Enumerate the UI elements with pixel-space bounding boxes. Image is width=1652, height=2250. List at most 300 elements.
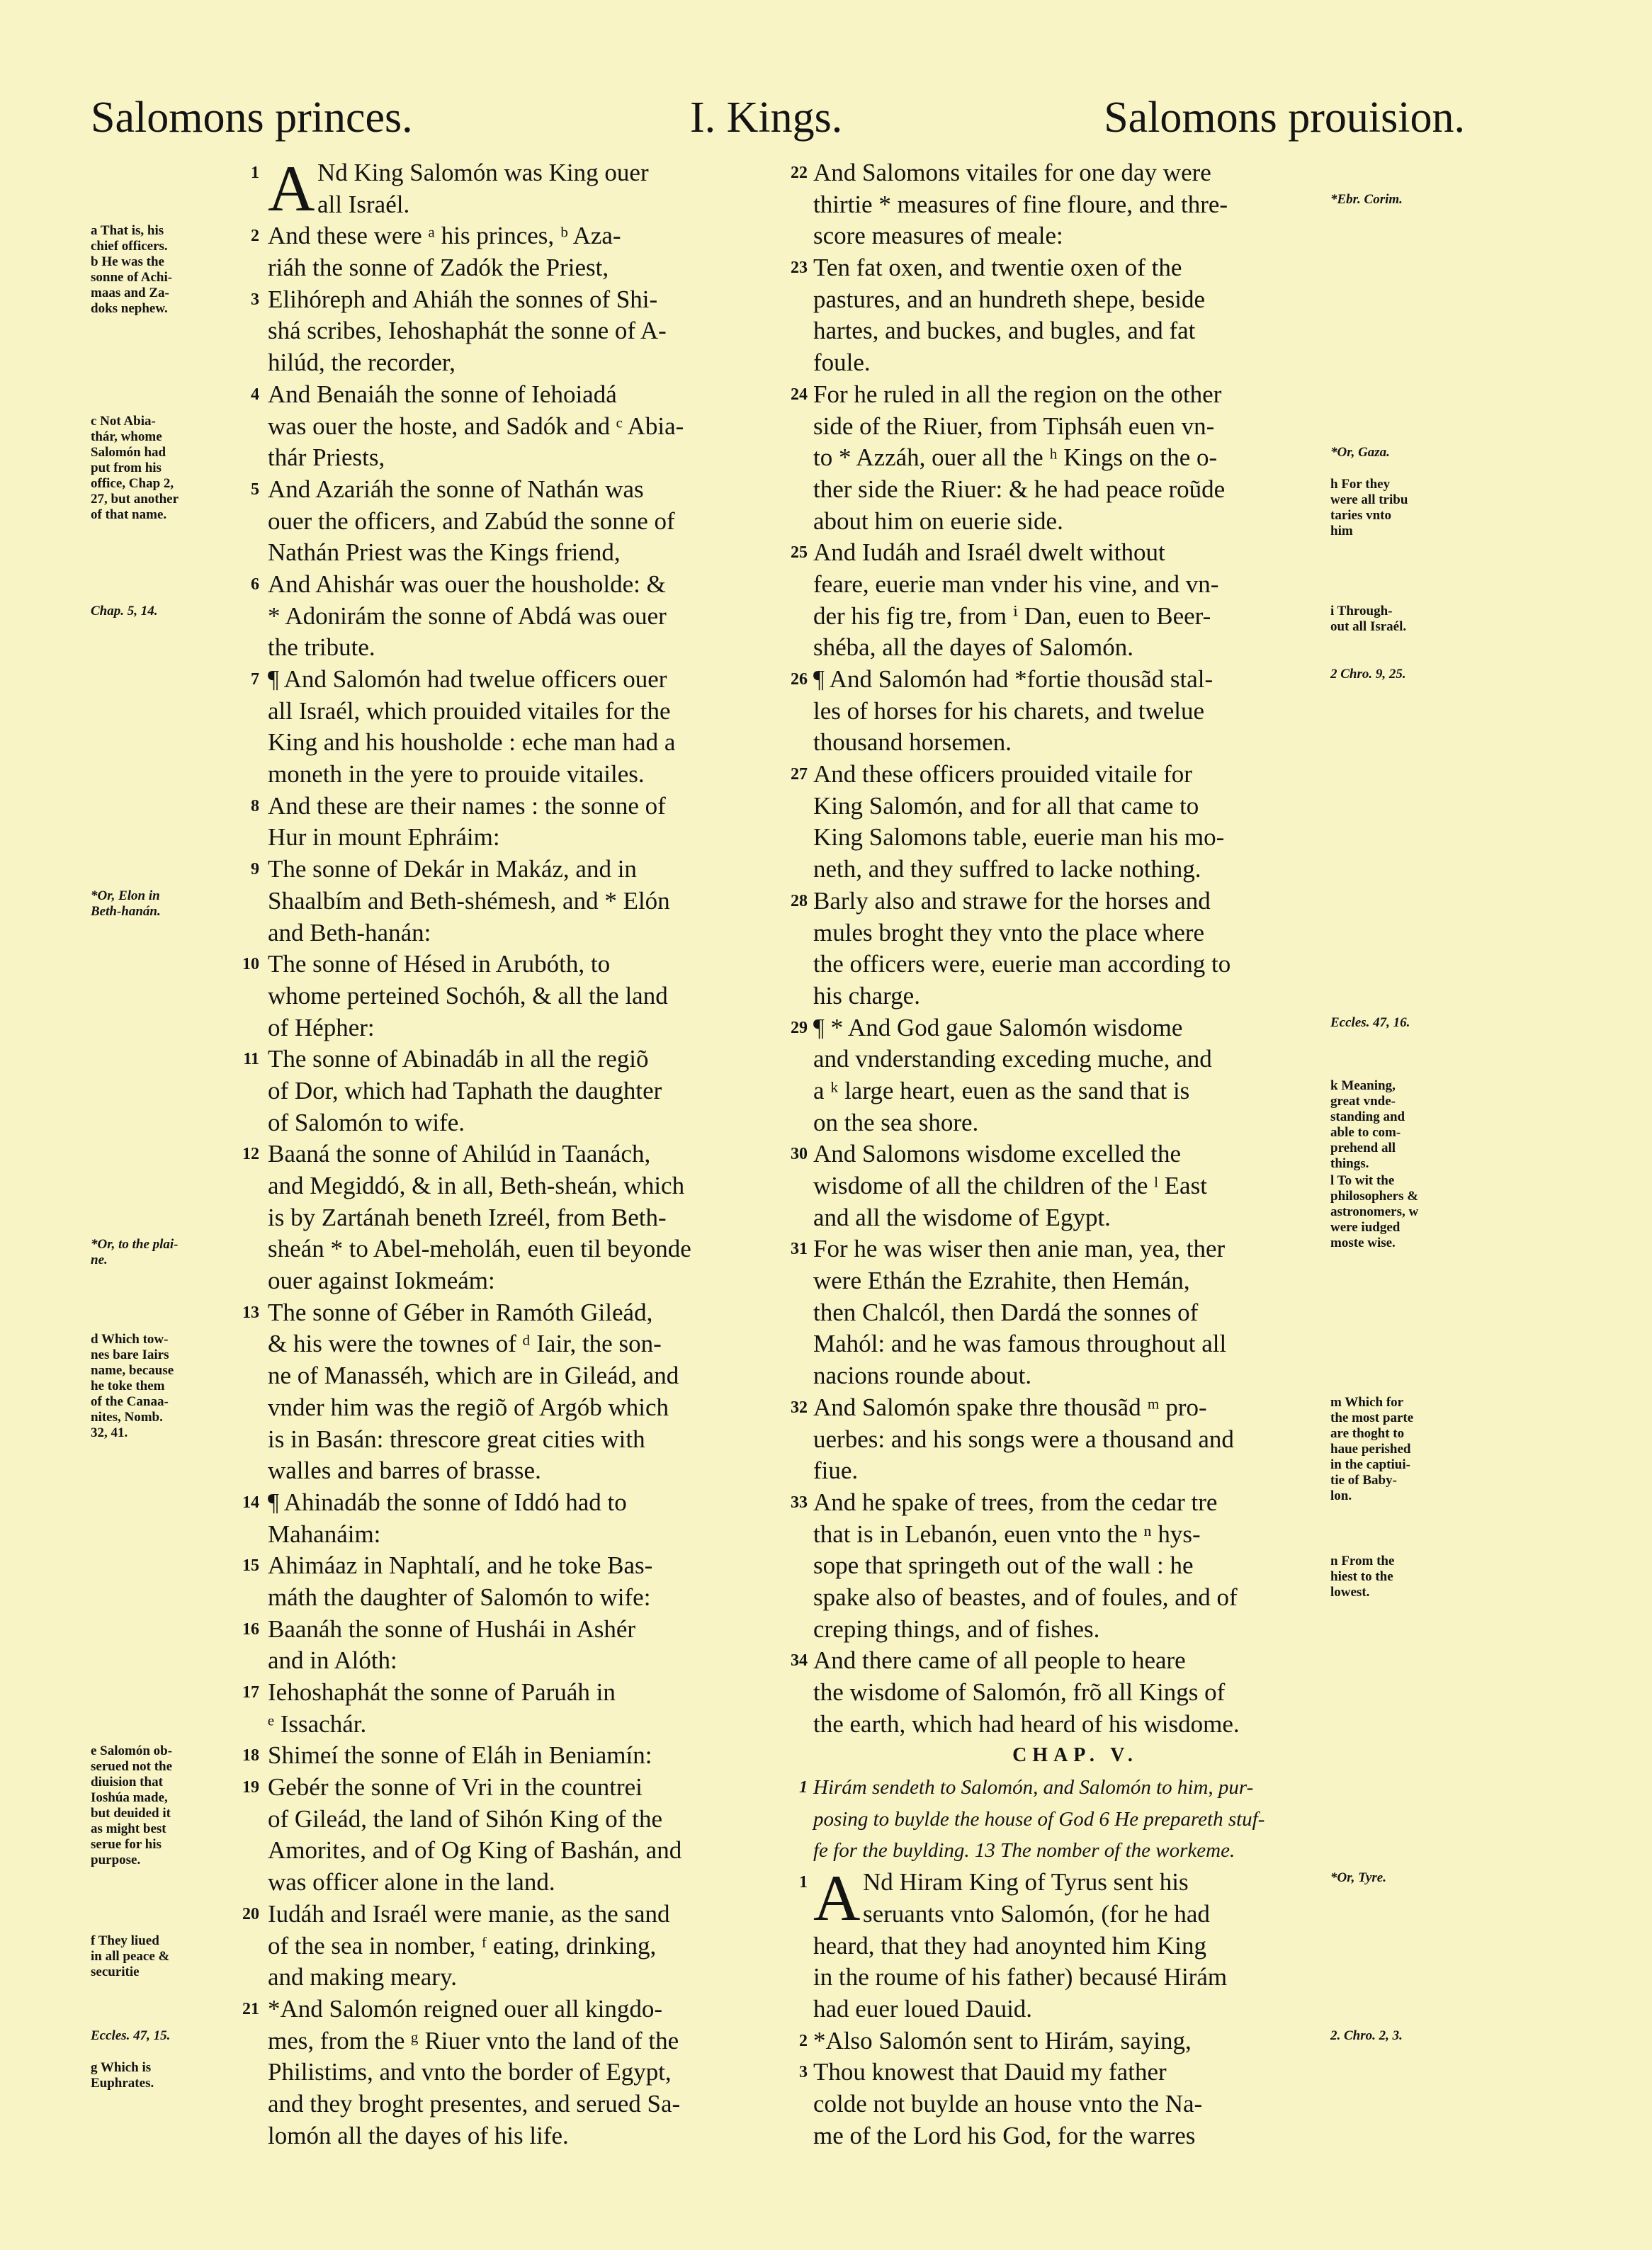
margin-note <box>1330 445 1465 460</box>
text-line <box>268 1835 793 1867</box>
margin-note-line: purpose. <box>91 1853 141 1867</box>
line-text: * Adonirám the sonne of Abdá was ouer <box>268 601 667 630</box>
line-text: then Chalcól, then Dardá the sonnes of <box>813 1298 1199 1326</box>
line-text: And he spake of trees, from the cedar tre <box>813 1488 1218 1516</box>
verse-number: 21 <box>242 1999 259 2018</box>
text-line <box>813 917 1337 949</box>
verse-number: 25 <box>791 543 808 562</box>
line-text: Ahimáaz in Naphtalí, and he toke Bas- <box>268 1551 653 1580</box>
text-line <box>813 632 1337 664</box>
margin-note-line: 2 Chro. 9, 25. <box>1330 667 1406 682</box>
margin-note-line: as might best <box>91 1821 166 1836</box>
text-line <box>268 822 793 854</box>
text-line <box>268 1233 793 1265</box>
text-line <box>268 1519 793 1551</box>
text-line <box>813 980 1337 1012</box>
verse-number: 33 <box>791 1493 808 1512</box>
text-line <box>813 2120 1337 2152</box>
margin-note <box>91 604 225 619</box>
margin-note-line: *Or, Tyre. <box>1330 1870 1386 1885</box>
line-text: ne of Manasséh, which are in Gileád, and <box>268 1362 679 1390</box>
line-text: And Ahishár was ouer the housholde: & <box>268 570 666 598</box>
line-text: hartes, and buckes, and bugles, and fat <box>813 317 1196 345</box>
line-text: Shaalbím and Beth-shémesh, and * Elón <box>268 886 670 915</box>
text-line <box>813 696 1337 728</box>
verse-number: 27 <box>791 765 808 784</box>
text-line <box>813 1677 1337 1709</box>
line-text: And there came of all people to heare <box>813 1646 1186 1675</box>
text-line <box>268 506 793 538</box>
line-text: *Also Salomón sent to Hirám, saying, <box>813 2026 1192 2054</box>
text-line <box>268 1962 793 1994</box>
text-line <box>268 1170 793 1202</box>
margin-note-line: ne. <box>91 1252 108 1267</box>
margin-note-line: out all Israél. <box>1330 618 1407 634</box>
text-line <box>268 2057 793 2088</box>
text-line <box>242 1740 793 1772</box>
margin-note-line: astronomers, w <box>1330 1204 1419 1220</box>
margin-note-line: a That is, his <box>91 223 164 239</box>
line-text: feare, euerie man vnder his vine, and vn- <box>813 570 1219 598</box>
line-text: score measures of meale: <box>813 222 1063 250</box>
line-text: the tribute. <box>268 633 375 662</box>
line-text: And Salomón spake thre thousãd ᵐ pro- <box>813 1393 1207 1421</box>
verse-number: 6 <box>251 575 259 594</box>
margin-note-line: lowest. <box>1330 1584 1370 1600</box>
text-line <box>243 1044 793 1075</box>
margin-note <box>1330 1015 1465 1031</box>
text-line <box>268 1328 793 1360</box>
text-line <box>268 1455 793 1487</box>
line-text: and in Alóth: <box>268 1646 397 1675</box>
margin-note <box>1330 667 1465 682</box>
text-line <box>242 1138 793 1170</box>
line-text: thár Priests, <box>268 443 385 472</box>
text-line <box>242 1772 793 1804</box>
line-text: wisdome of all the children of the ˡ East <box>813 1172 1207 1199</box>
line-text: ¶ * And God gaue Salomón wisdome <box>813 1013 1183 1041</box>
line-text: Baanáh the sonne of Hushái in Ashér <box>268 1615 636 1643</box>
margin-note-line: nites, Nomb. <box>91 1409 163 1425</box>
line-text: Gebér the sonne of Vri in the countrei <box>268 1773 643 1802</box>
margin-note-line: 32, 41. <box>91 1425 128 1440</box>
text-line <box>791 886 1337 917</box>
margin-note-line: i Through- <box>1330 603 1393 618</box>
text-line <box>242 1297 793 1329</box>
text-line <box>268 886 793 917</box>
margin-note <box>1330 1395 1465 1504</box>
margin-note <box>91 1743 225 1868</box>
line-text: The sonne of Géber in Ramóth Gileád, <box>268 1298 653 1326</box>
margin-note <box>1330 604 1465 635</box>
verse-number: 23 <box>791 259 808 278</box>
text-line <box>251 664 793 696</box>
line-text: For he was wiser then anie man, yea, ther <box>813 1235 1226 1263</box>
text-line <box>813 569 1337 601</box>
line-text: sope that springeth out of the wall : he <box>813 1551 1194 1580</box>
line-text: Amorites, and of Og King of Bashán, and <box>268 1836 682 1865</box>
text-line <box>791 1392 1337 1424</box>
line-text: thirtie * measures of fine floure, and thre- <box>813 190 1228 218</box>
line-text: and Beth-hanán: <box>268 918 431 946</box>
line-text: the wisdome of Salomón, frõ all Kings of <box>813 1678 1226 1706</box>
line-text: the officers were, euerie man according to <box>813 950 1231 978</box>
margin-note-line: but deuided it <box>91 1806 171 1821</box>
text-line <box>813 1709 1337 1741</box>
line-text: ¶ Ahinadáb the sonne of Iddó had to <box>268 1488 627 1516</box>
text-line <box>268 1424 793 1456</box>
margin-note-line: the most parte <box>1330 1411 1414 1426</box>
text-line <box>791 252 1337 284</box>
text-line <box>813 1075 1337 1107</box>
margin-note-line: of the Canaa- <box>91 1393 169 1409</box>
margin-note-line: k Meaning, <box>1330 1078 1396 1094</box>
chapter-summary: posing to buylde the house of God 6 He prepareth stuf- <box>813 1807 1265 1831</box>
verse-number: 5 <box>251 480 259 499</box>
margin-note-line: lon. <box>1330 1488 1352 1504</box>
line-text: was ouer the hoste, and Sadók and ᶜ Abia- <box>268 412 684 440</box>
line-text: shá scribes, Iehoshaphát the sonne of A- <box>268 317 667 345</box>
margin-note <box>91 1933 225 1980</box>
margin-note-line: m Which for <box>1330 1395 1404 1411</box>
text-line <box>242 1899 793 1930</box>
line-text: & his were the townes of ᵈ Iair, the son- <box>268 1330 662 1358</box>
line-text: der his fig tre, from ⁱ Dan, euen to Beer- <box>813 601 1211 630</box>
text-line <box>813 474 1337 506</box>
text-line <box>813 727 1337 759</box>
text-line <box>791 1012 1337 1044</box>
margin-note <box>91 2060 225 2091</box>
margin-note-line: standing and <box>1330 1109 1405 1125</box>
line-text: was officer alone in the land. <box>268 1868 555 1896</box>
drop-cap: A <box>813 1862 861 1935</box>
text-line <box>813 1582 1337 1614</box>
text-line <box>813 1328 1337 1360</box>
margin-note-line: l To wit the <box>1330 1173 1395 1189</box>
left-text-column <box>242 152 793 2152</box>
line-text: Barly also and strawe for the horses and <box>813 886 1211 915</box>
text-line <box>813 1614 1337 1646</box>
margin-note-line: *Or, to the plai- <box>91 1236 179 1252</box>
line-text: Shimeí the sonne of Eláh in Beniamín: <box>268 1741 652 1770</box>
line-text: Iehoshaphát the sonne of Paruáh in <box>268 1678 616 1706</box>
line-text: Thou knowest that Dauid my father <box>813 2058 1167 2086</box>
line-text: uerbes: and his songs were a thousand and <box>813 1425 1234 1453</box>
text-line <box>268 2120 793 2152</box>
line-text: walles and barres of brasse. <box>268 1457 541 1485</box>
text-line <box>813 347 1337 379</box>
line-text: vnder him was the regiõ of Argób which <box>268 1393 669 1421</box>
line-text: King and his housholde : eche man had a <box>268 728 676 757</box>
text-line <box>268 1265 793 1297</box>
line-text: of Salomón to wife. <box>268 1108 465 1136</box>
verse-number: 19 <box>242 1778 259 1797</box>
line-text: whome perteined Sochóh, & all the land <box>268 981 668 1010</box>
line-text: colde not buylde an house vnto the Na- <box>813 2089 1203 2118</box>
text-line <box>268 1012 793 1044</box>
header-right: Salomons prouision. <box>1104 94 1465 142</box>
verse-number: 12 <box>242 1145 259 1164</box>
text-line <box>791 537 1337 569</box>
line-text: his charge. <box>813 981 920 1010</box>
line-text: fiue. <box>813 1457 859 1485</box>
line-text: of Dor, which had Taphath the daughter <box>268 1076 662 1104</box>
line-text: seruants vnto Salomón, (for he had <box>863 1899 1210 1928</box>
text-line <box>268 980 793 1012</box>
text-line <box>813 2088 1337 2120</box>
text-line <box>813 1455 1337 1487</box>
text-line <box>268 1930 793 1962</box>
text-line <box>813 1740 1337 1772</box>
margin-note-line: 2. Chro. 2, 3. <box>1330 2028 1403 2044</box>
verse-number: 15 <box>242 1556 259 1576</box>
text-line <box>791 1645 1337 1677</box>
line-text: the earth, which had heard of his wisdome. <box>813 1709 1240 1738</box>
verse-number: 18 <box>242 1746 259 1765</box>
margin-note-line: were iudged <box>1330 1220 1401 1236</box>
text-line <box>813 1170 1337 1202</box>
line-text: ¶ And Salomón had twelue officers ouer <box>268 665 667 693</box>
text-line <box>242 949 793 980</box>
line-text: Iudáh and Israél were manie, as the sand <box>268 1899 670 1928</box>
margin-note-line: *Or, Gaza. <box>1330 445 1390 460</box>
line-text: nacions rounde about. <box>813 1362 1032 1390</box>
line-text: foule. <box>813 349 871 377</box>
line-text: And Salomons vitailes for one day were <box>813 159 1211 186</box>
margin-note-line: Ioshúa made, <box>91 1790 168 1805</box>
line-text: Ten fat oxen, and twentie oxen of the <box>813 254 1182 282</box>
line-text: on the sea shore. <box>813 1108 979 1136</box>
text-line <box>268 1867 793 1899</box>
margin-note-line: h For they <box>1330 477 1391 492</box>
margin-note-line: are thoght to <box>1330 1426 1405 1442</box>
margin-note <box>1330 1554 1465 1600</box>
text-line <box>813 442 1337 474</box>
text-line <box>813 601 1337 633</box>
margin-note <box>1330 1870 1465 1886</box>
margin-note-line: Euphrates. <box>91 2076 154 2091</box>
margin-note-line: f They liued <box>91 1933 159 1949</box>
line-text: sheán * to Abel-meholáh, euen til beyonde <box>268 1235 691 1263</box>
line-text: a ᵏ large heart, euen as the sand that is <box>813 1076 1190 1104</box>
text-line <box>268 347 793 379</box>
margin-note-line: Chap. 5, 14. <box>91 603 158 618</box>
line-text: pastures, and an hundreth shepe, beside <box>813 285 1206 313</box>
text-line <box>813 1550 1337 1582</box>
text-line <box>791 1233 1337 1265</box>
margin-note-line: diuision that <box>91 1775 163 1790</box>
line-text: mules broght they vnto the place where <box>813 918 1205 946</box>
verse-number: 16 <box>242 1619 259 1639</box>
text-line <box>813 1835 1337 1867</box>
verse-number: 26 <box>791 670 808 689</box>
text-line <box>813 284 1337 316</box>
line-text: Nathán Priest was the Kings friend, <box>268 538 621 567</box>
margin-note-line: Salomón had <box>91 444 166 460</box>
text-line <box>813 1930 1337 1962</box>
verse-number: 10 <box>242 955 259 974</box>
running-header <box>91 84 1465 152</box>
text-line <box>242 1550 793 1582</box>
text-line <box>268 917 793 949</box>
text-line <box>813 1899 1337 1930</box>
text-line <box>813 189 1337 221</box>
text-line <box>799 2025 1337 2057</box>
text-line <box>813 791 1337 822</box>
chapter-summary: fe for the buylding. 13 The nomber of the workeme. <box>813 1839 1235 1862</box>
line-text: ouer against Iokmeám: <box>268 1267 495 1295</box>
margin-note-line: *Ebr. Corim. <box>1330 191 1403 207</box>
text-line <box>791 1138 1337 1170</box>
margin-note-line: securitie <box>91 1964 140 1980</box>
line-text: is in Basán: threscore great cities with <box>268 1425 645 1453</box>
verse-number: 29 <box>791 1018 808 1037</box>
text-line <box>268 1582 793 1614</box>
line-text: of the sea in nomber, ᶠ eating, drinking, <box>268 1931 657 1960</box>
verse-number: 1 <box>799 1873 808 1892</box>
margin-note-line: haue perished <box>1330 1442 1411 1457</box>
line-text: and they broght presentes, and serued Sa- <box>268 2089 681 2118</box>
margin-note-line: taries vnto <box>1330 508 1392 523</box>
text-line <box>813 315 1337 347</box>
margin-note-line: able to com- <box>1330 1125 1401 1141</box>
margin-note <box>1330 2028 1465 2044</box>
line-text: is by Zartánah beneth Izreél, from Beth- <box>268 1203 667 1231</box>
verse-number: 11 <box>243 1050 259 1069</box>
text-line <box>268 1202 793 1234</box>
margin-note-line: name, because <box>91 1362 174 1378</box>
text-line <box>813 1424 1337 1456</box>
text-line <box>242 1994 793 2025</box>
margin-note-line: philosophers & <box>1330 1189 1419 1204</box>
margin-note <box>91 2028 225 2044</box>
text-line <box>813 1804 1337 1836</box>
line-text: Mahól: and he was famous throughout all <box>813 1330 1227 1358</box>
line-text: of Gileád, the land of Sihón King of the <box>268 1804 662 1833</box>
line-text: For he ruled in all the region on the other <box>813 380 1222 408</box>
margin-note-line: g Which is <box>91 2060 152 2075</box>
text-line <box>242 1677 793 1709</box>
line-text: heard, that they had anoynted him King <box>813 1931 1206 1960</box>
margin-note-line: n From the <box>1330 1553 1395 1568</box>
right-text-column <box>791 157 1337 2152</box>
line-text: shéba, all the dayes of Salomón. <box>813 633 1133 662</box>
drop-cap: A <box>268 152 315 225</box>
margin-note-line: in all peace & <box>91 1949 170 1964</box>
line-text: all Israél. <box>317 190 410 218</box>
text-line <box>791 1487 1337 1519</box>
verse-number: 28 <box>791 891 808 910</box>
margin-note-line: were all tribu <box>1330 492 1408 507</box>
line-text: and all the wisdome of Egypt. <box>813 1203 1111 1231</box>
margin-note-line: *Or, Elon in <box>91 888 160 904</box>
line-text: riáh the sonne of Zadók the Priest, <box>268 254 609 282</box>
verse-number: 9 <box>251 860 259 879</box>
verse-number: 32 <box>791 1398 808 1417</box>
text-line <box>268 252 793 284</box>
line-text: in the roume of his father) becausé Hirám <box>813 1963 1228 1991</box>
text-line <box>813 949 1337 980</box>
margin-note-line: serued not the <box>91 1759 173 1774</box>
line-text: The sonne of Abinadáb in all the regiõ <box>268 1045 649 1073</box>
margin-note-line: him <box>1330 524 1353 538</box>
line-text: King Salomón, and for all that came to <box>813 791 1199 820</box>
text-line <box>268 1392 793 1424</box>
verse-number: 2 <box>251 227 259 246</box>
text-line <box>791 759 1337 791</box>
text-line <box>251 220 793 252</box>
text-line <box>813 1202 1337 1234</box>
text-line <box>268 1075 793 1107</box>
text-line <box>813 1360 1337 1392</box>
line-text: Baaná the sonne of Ahilúd in Taanách, <box>268 1140 651 1168</box>
text-line <box>813 411 1337 443</box>
text-line <box>813 1265 1337 1297</box>
text-line <box>268 759 793 791</box>
text-line <box>268 727 793 759</box>
margin-note-line: e Salomón ob- <box>91 1743 173 1758</box>
text-line <box>268 1107 793 1139</box>
margin-note-line: put from his <box>91 460 162 475</box>
margin-note-line: nes bare Iairs <box>91 1347 169 1362</box>
margin-note-line: moste wise. <box>1330 1236 1396 1251</box>
chapter-heading: CHAP. V. <box>1012 1744 1138 1767</box>
verse-number: 31 <box>791 1240 808 1259</box>
text-line <box>813 220 1337 252</box>
margin-note-line: serue for his <box>91 1837 162 1852</box>
verse-number: 17 <box>242 1683 259 1702</box>
margin-note-line: thár, whome <box>91 429 162 444</box>
verse-number: 3 <box>799 2063 808 2082</box>
text-line <box>791 664 1337 696</box>
text-line <box>268 1645 793 1677</box>
margin-note <box>1330 1078 1465 1172</box>
text-line <box>251 379 793 411</box>
text-line <box>268 411 793 443</box>
line-text: máth the daughter of Salomón to wife: <box>268 1583 651 1611</box>
text-line <box>268 632 793 664</box>
text-line <box>791 157 1337 189</box>
line-text: of Hépher: <box>268 1013 375 1041</box>
verse-number: 7 <box>251 670 259 689</box>
text-line <box>813 1519 1337 1551</box>
margin-note <box>1330 1173 1465 1251</box>
margin-note-line: office, Chap 2, <box>91 475 174 491</box>
line-text: And these were ᵃ his princes, ᵇ Aza- <box>268 222 621 250</box>
text-line <box>813 1297 1337 1329</box>
text-line <box>251 854 793 886</box>
text-line <box>251 474 793 506</box>
line-text: neth, and they suffred to lacke nothing. <box>813 855 1201 883</box>
line-text: all Israél, which prouided vitailes for the <box>268 696 671 725</box>
verse-number: 3 <box>251 290 259 309</box>
text-line <box>799 1772 1337 1804</box>
line-text: ther side the Riuer: & he had peace roũde <box>813 475 1226 503</box>
margin-note <box>91 888 225 920</box>
text-line <box>268 537 793 569</box>
text-line <box>813 1107 1337 1139</box>
text-line <box>813 1962 1337 1994</box>
line-text: ᵉ Issachár. <box>268 1709 367 1738</box>
text-line <box>251 569 793 601</box>
line-text: me of the Lord his God, for the warres <box>813 2121 1196 2149</box>
margin-note-line: Eccles. 47, 16. <box>1330 1014 1410 1030</box>
line-text: Philistims, and vnto the border of Egypt, <box>268 2058 672 2086</box>
line-text: about him on euerie side. <box>813 507 1063 535</box>
margin-note-line: tie of Baby- <box>1330 1473 1397 1488</box>
text-line <box>268 1709 793 1741</box>
header-left: Salomons princes. <box>91 94 413 142</box>
